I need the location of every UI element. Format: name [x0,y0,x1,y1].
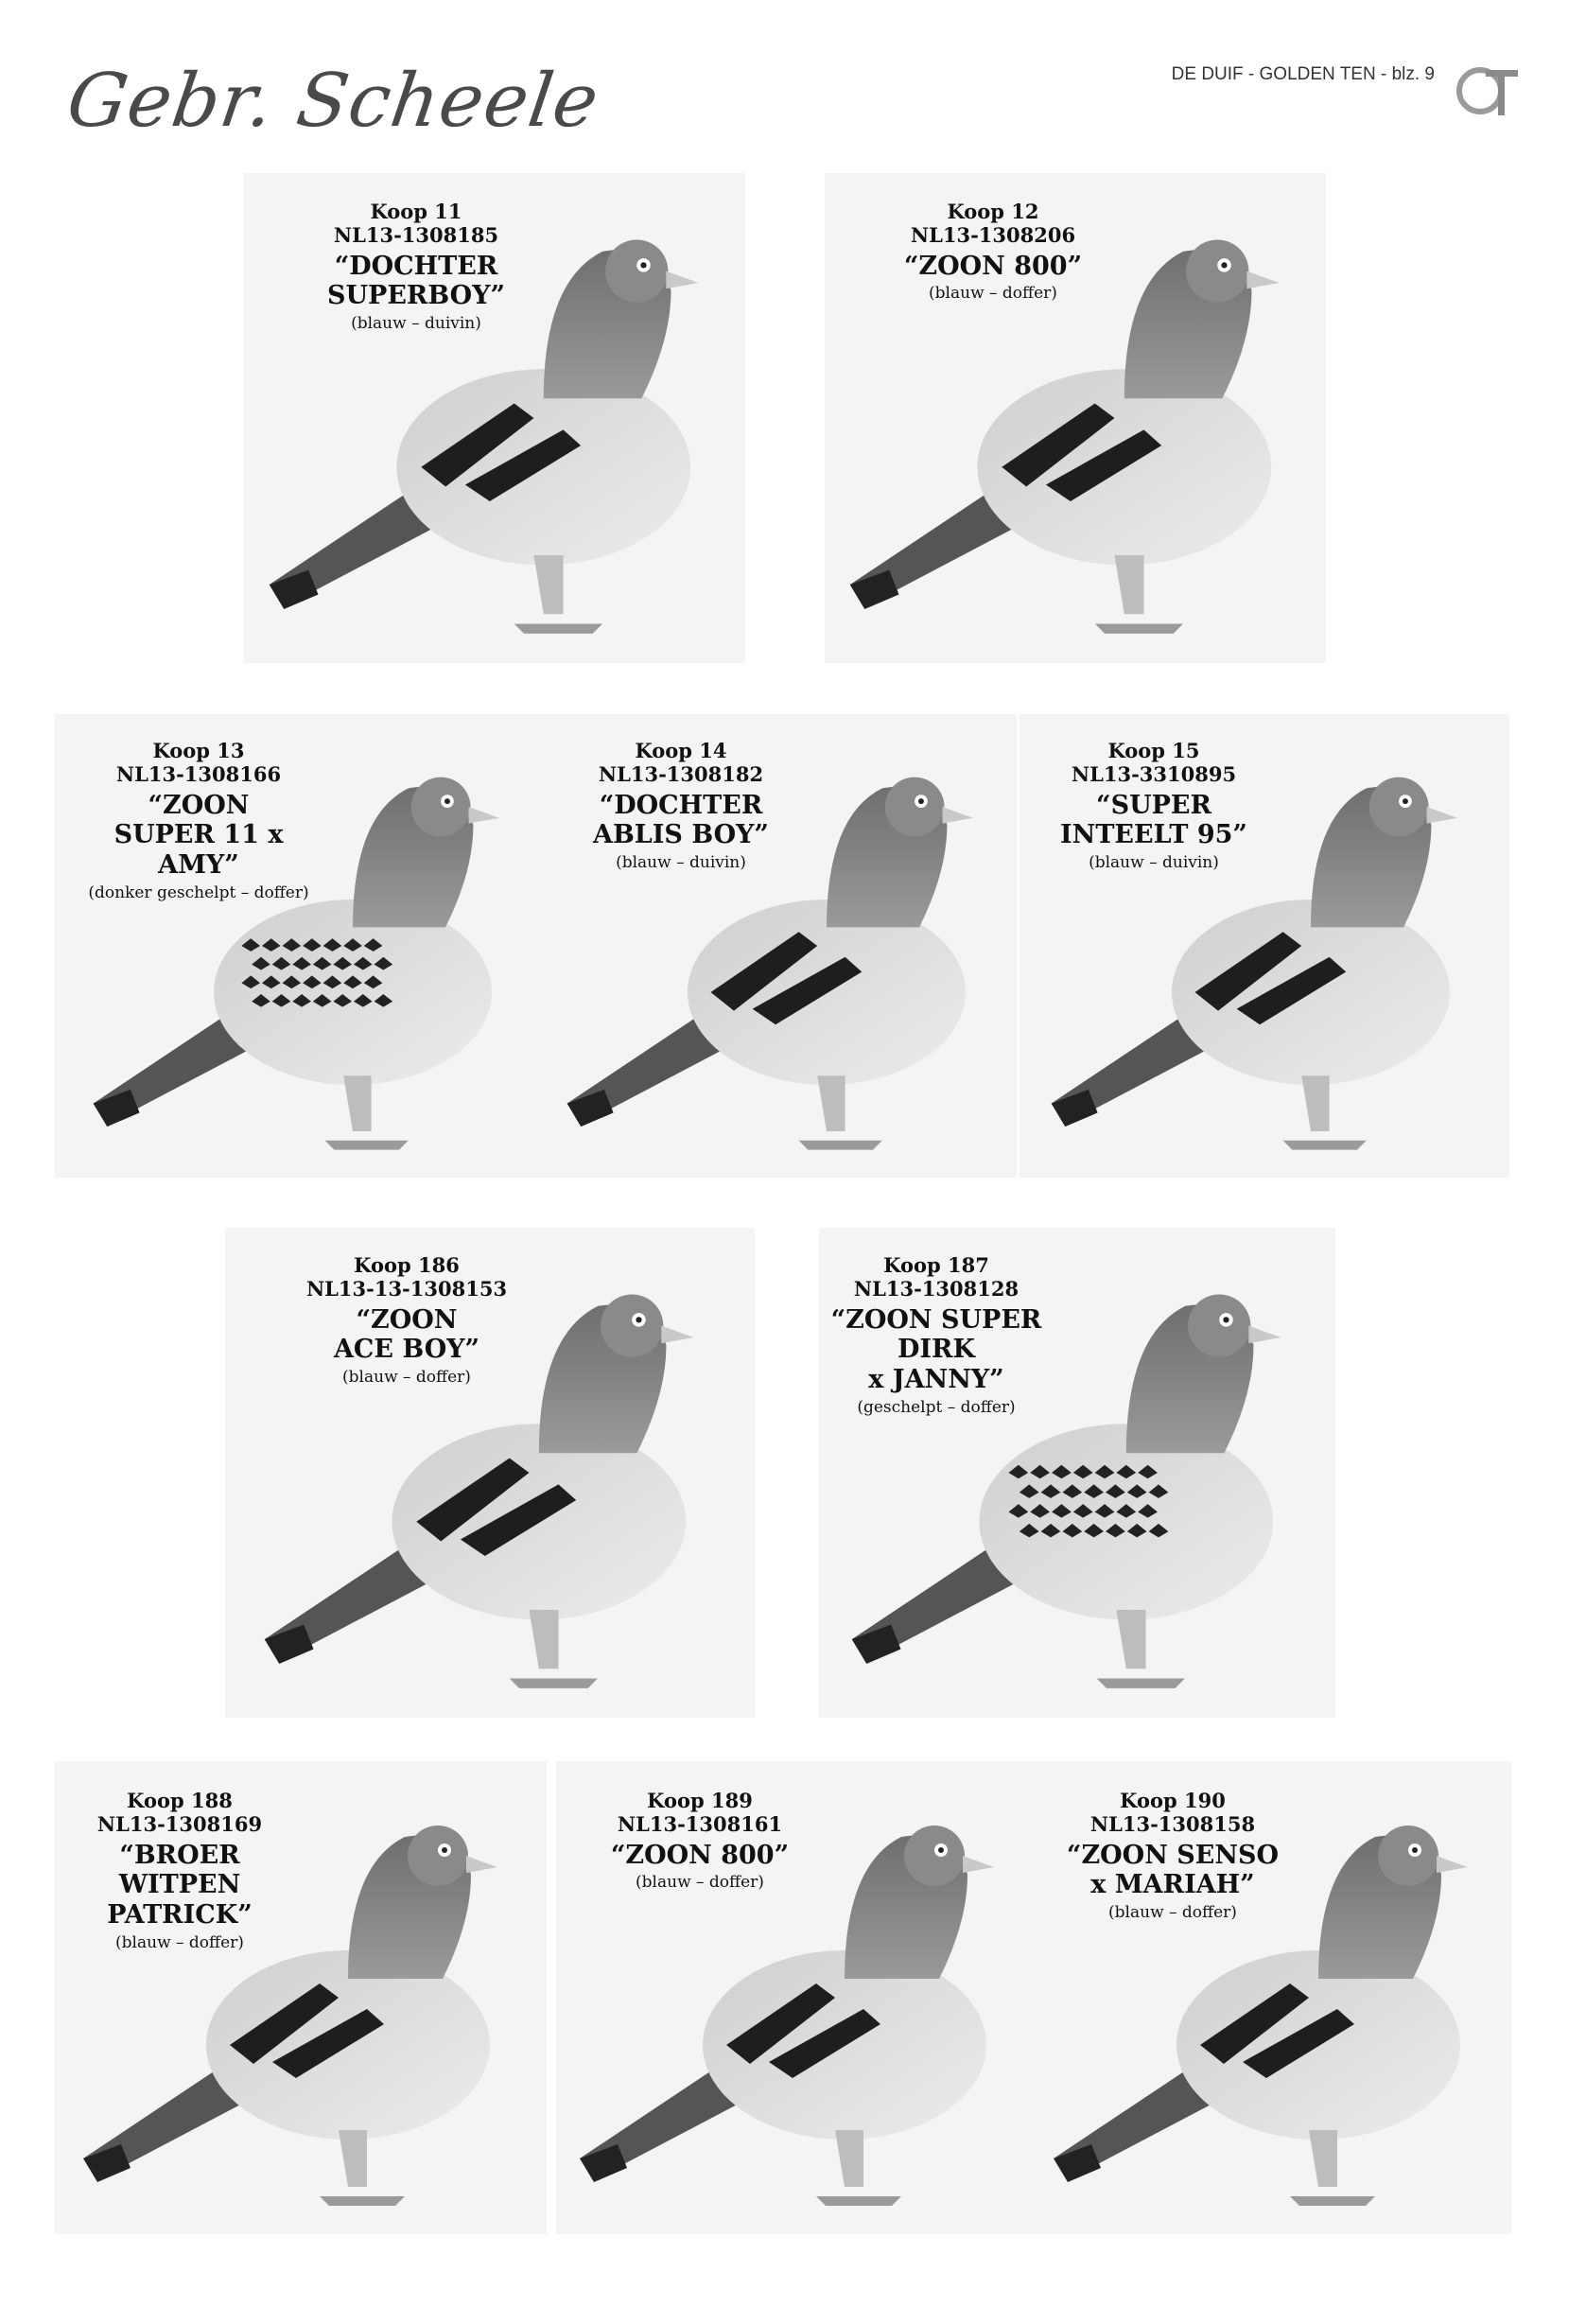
ring-number: NL13-1308182 [598,761,764,786]
lot-caption [293,201,539,333]
breeder-name: Gebr. Scheele [61,59,604,144]
pigeon-name: “ZOON SUPER 11 x AMY” [113,790,284,881]
pigeon-name: “ZOON ACE BOY” [333,1304,480,1365]
pigeon-color-sex: (blauw – doffer) [342,1368,471,1388]
pigeon-color-sex: (blauw – duivin) [351,314,481,334]
lot-caption [1050,1790,1296,1922]
lot-number: Koop 15 [1107,739,1200,762]
lot-caption [577,1790,823,1892]
ring-number: NL13-1308185 [333,222,499,247]
lot-number: Koop 187 [883,1253,989,1277]
lot-number: Koop 190 [1120,1789,1226,1812]
lot-caption [558,740,804,872]
lot-number: Koop 13 [152,739,245,762]
lot-number: Koop 11 [370,200,462,223]
ring-number: NL13-1308161 [617,1811,783,1836]
pigeon-color-sex: (blauw – doffer) [1108,1903,1237,1923]
ring-number: NL13-1308169 [96,1811,263,1836]
pigeon-color-sex: (blauw – duivin) [1089,853,1219,873]
page-header: DE DUIF - GOLDEN TEN - blz. 9 [1171,64,1435,84]
ring-number: NL13-1308128 [853,1276,1020,1301]
pigeon-name: “DOCHTER ABLIS BOY” [593,790,769,850]
lot-caption [57,1790,303,1952]
pigeon-color-sex: (blauw – doffer) [636,1873,764,1893]
pigeon-color-sex: (donker geschelpt – doffer) [88,883,309,903]
lot-number: Koop 188 [127,1789,233,1812]
pigeon-name: “SUPER INTEELT 95” [1060,790,1247,850]
pigeon-color-sex: (geschelpt – doffer) [857,1398,1016,1418]
lot-number: Koop 14 [635,739,727,762]
golden-ten-logo-icon [1450,51,1525,127]
pigeon-color-sex: (blauw – duivin) [616,853,746,873]
lot-number: Koop 186 [354,1253,460,1277]
lot-number: Koop 189 [647,1789,753,1812]
pigeon-name: “BROER WITPEN PATRICK” [107,1840,253,1931]
ring-number: NL13-1308166 [115,761,282,786]
pigeon-name: “ZOON 800” [903,251,1083,281]
lot-caption [76,740,322,902]
lot-caption [813,1254,1059,1417]
lot-caption [870,201,1116,303]
lot-number: Koop 12 [947,200,1039,223]
ring-number: NL13-1308158 [1089,1811,1256,1836]
pigeon-name: “ZOON SUPER DIRK x JANNY” [830,1304,1042,1395]
pigeon-color-sex: (blauw – doffer) [929,284,1057,304]
ring-number: NL13-3310895 [1071,761,1237,786]
lot-caption [284,1254,530,1387]
pigeon-color-sex: (blauw – doffer) [115,1933,244,1953]
ring-number: NL13-13-1308153 [305,1276,508,1301]
pigeon-name: “DOCHTER SUPERBOY” [326,251,505,311]
lot-caption [1031,740,1277,872]
pigeon-name: “ZOON 800” [610,1840,790,1870]
pigeon-name: “ZOON SENSO x MARIAH” [1066,1840,1280,1900]
ring-number: NL13-1308206 [910,222,1076,247]
